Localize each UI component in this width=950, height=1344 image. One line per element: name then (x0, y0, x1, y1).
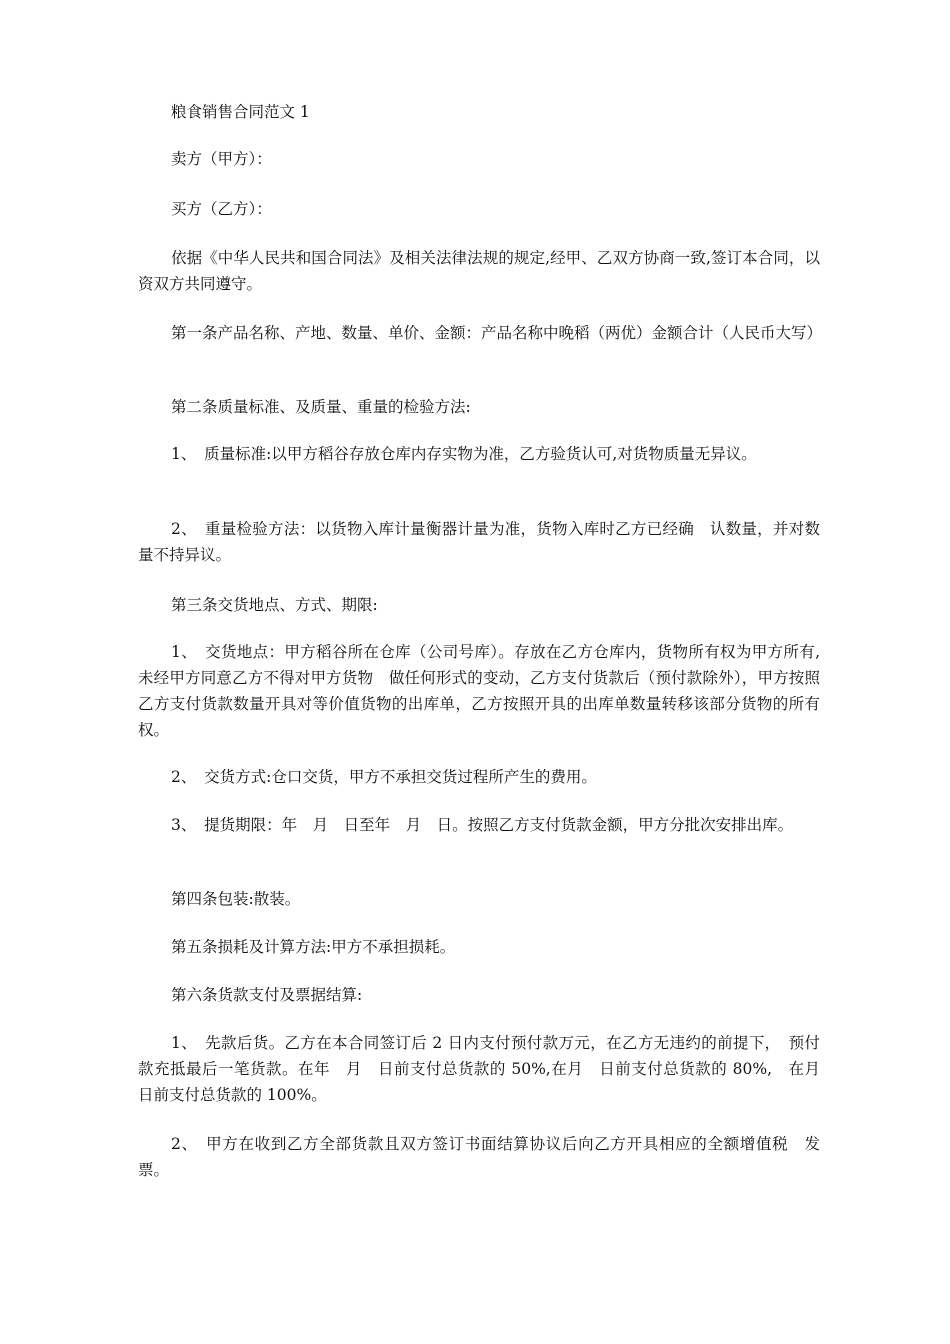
article-2-item-2: 2、 重量检验方法：以货物入库计量衡器计量为准，货物入库时乙方已经确 认数量，并对数 量不持异议。 (138, 520, 836, 564)
buyer-line: 买方（乙方）： (171, 200, 272, 218)
article-3-item-3: 3、 提货期限：年 月 日至年 月 日。按照乙方支付货款金额，甲方分批次安排出库。 (171, 816, 794, 834)
article-6-heading: 第六条货款支付及票据结算: (171, 986, 363, 1004)
article-1-paragraph: 第一条产品名称、产地、数量、单价、金额：产品名称中晚稻（两优）金额合计（人民币大写） (171, 324, 823, 342)
seller-line: 卖方（甲方）： (171, 150, 272, 168)
article-6-item-2: 2、 甲方在收到乙方全部货款且双方签订书面结算协议后向乙方开具相应的全额增值税 发票。 (138, 1135, 820, 1179)
article-6-item-1: 1、 先款后货。乙方在本合同签订后 2 日内支付预付款万元，在乙方无违约的前提下， 预付款充抵最后一笔货款。在年 月 日前支付总货款的 50%,在月 日前支付总货款的 80%, 在月 日前支付总货款的 100%。 (138, 1034, 836, 1104)
preamble-paragraph: 依据《中华人民共和国合同法》及相关法律法规的规定,经甲、乙双方协商一致,签订本合同，以资双方共同遵守。 (138, 249, 820, 293)
article-3-item-2: 2、 交货方式:仓口交货，甲方不承担交货过程所产生的费用。 (171, 768, 597, 786)
article-5-paragraph: 第五条损耗及计算方法:甲方不承担损耗。 (171, 938, 456, 956)
document-title: 粮食销售合同范文 1 (171, 103, 310, 121)
article-2-item-1: 1、 质量标准:以甲方稻谷存放仓库内存实物为准，乙方验货认可,对货物质量无异议。 (171, 445, 757, 463)
article-2-heading: 第二条质量标准、及质量、重量的检验方法: (171, 398, 471, 416)
article-3-item-1: 1、 交货地点：甲方稻谷所在仓库（公司号库）。存放在乙方仓库内，货物所有权为甲方所有,未经甲方同意乙方不得对甲方货物 做任何形式的变动，乙方支付货款后（预付款除外），甲方按照乙方支付货款数量开具对等价值货物的出库单，乙方按照开具的出库单数量转移该部分货物的所有权。 (138, 643, 820, 739)
article-3-heading: 第三条交货地点、方式、期限: (171, 596, 378, 614)
article-4-paragraph: 第四条包装:散装。 (171, 890, 301, 908)
